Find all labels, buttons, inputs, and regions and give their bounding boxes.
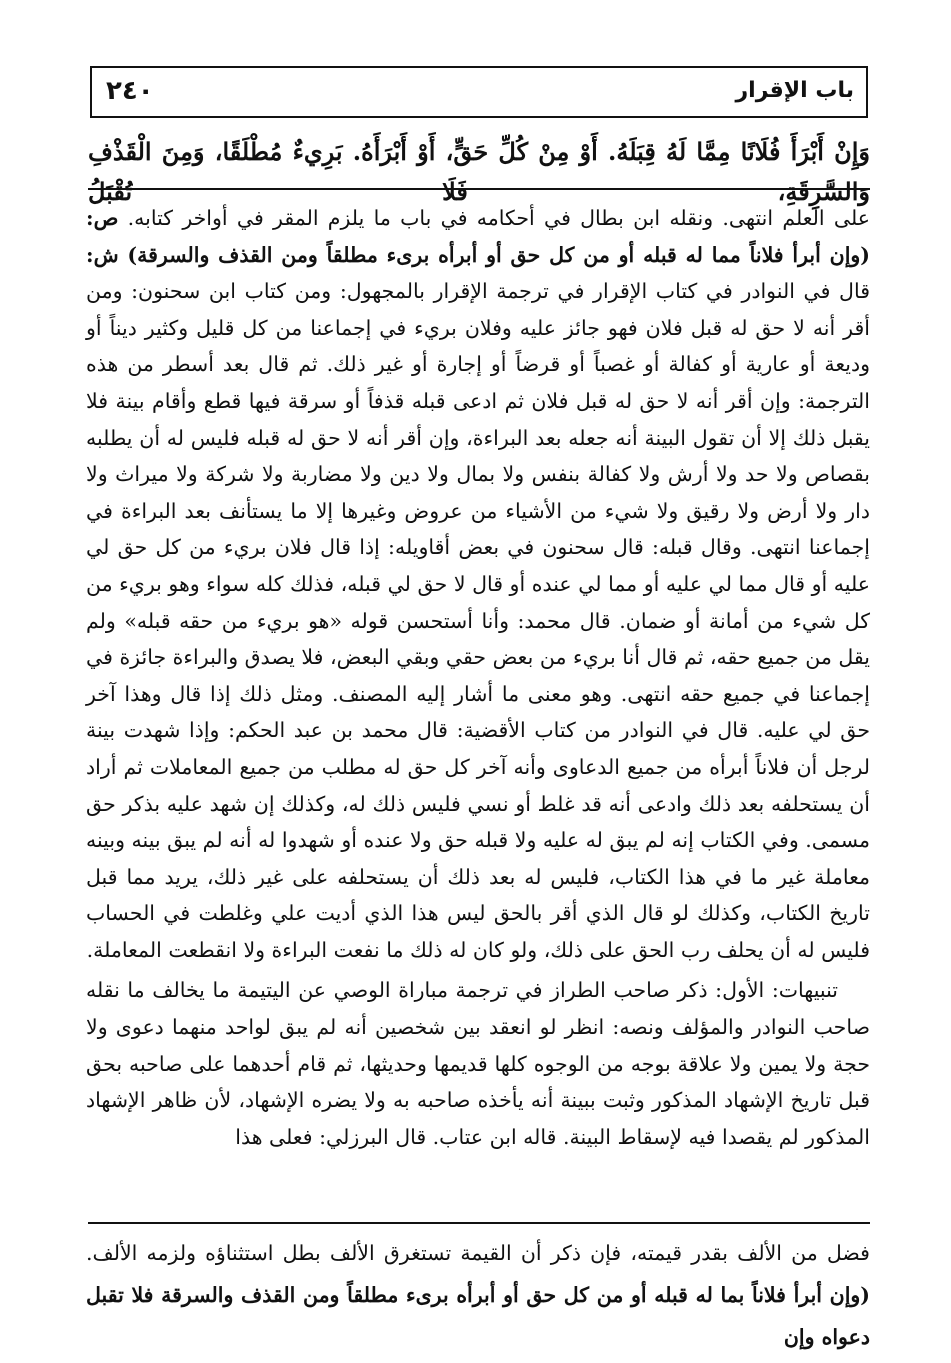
commentary-body xyxy=(86,200,870,1155)
footnote-divider xyxy=(88,1222,870,1224)
commentary-intro: على العلم انتهى. ونقله ابن بطال في أحكامه في باب ما يلزم المقر في أواخر كتابه. xyxy=(118,206,870,230)
chapter-title: باب الإقرار xyxy=(735,78,854,103)
quoted-matn: ص: (وإن أبرأ فلاناً مما له قبله أو من كل حق أو أبرأه برىء مطلقاً ومن القذف والسرقة) ش: xyxy=(86,206,870,267)
running-header xyxy=(90,66,868,118)
commentary-paragraph xyxy=(86,200,870,968)
lower-quoted-matn: (وإن أبرأ فلاناً بما له قبله أو من كل حق أو أبرأه برىء مطلقاً ومن القذف والسرقة فلا تقبل دعواه وإن xyxy=(86,1283,870,1349)
matn-text: وَإِنْ أَبْرَأَ فُلَانًا مِمَّا لَهُ قِبَلَهُ. أَوْ مِنْ كُلِّ حَقٍّ، أَوْ أَبْرَأَهُ. بَرِيءٌ مُطْلَقًا، وَمِنَ الْقَذْفِ وَالسَّرِقَةِ، فَلَا تُقْبَلُ xyxy=(88,137,870,206)
lower-commentary-paragraph xyxy=(86,1232,870,1358)
lower-commentary xyxy=(86,1232,870,1358)
lower-commentary-text: فضل من الألف بقدر قيمته، فإن ذكر أن القيمة تستغرق الألف بطل استثناؤه ولزمه الألف. xyxy=(86,1241,870,1265)
commentary-paragraph: تنبيهات: الأول: ذكر صاحب الطراز في ترجمة مباراة الوصي عن اليتيمة ما يخالف ما نقله صاحب النوادر والمؤلف ونصه: انظر لو انعقد بين شخصين أنه لم يبق لواحد منهما دعوى ولا حجة ولا يمين ولا علاقة بوجه من الوجوه كلها قديمها وحديثها، ثم قام أحدهما على صاحبه بحق قبل تاريخ الإشهاد المذكور وثبت ببينة أنه يأخذه صاحبه به ولا يضره الإشهاد، لأن ظاهر الإشهاد المذكور لم يقصدا فيه لإسقاط البينة. قاله ابن عتاب. قال البرزلي: فعلى هذا xyxy=(86,978,870,1149)
page-number: ٢٤٠ xyxy=(106,76,154,106)
matn-divider xyxy=(88,188,870,190)
commentary-text: قال في النوادر في كتاب الإقرار في ترجمة الإقرار بالمجهول: ومن كتاب ابن سحنون: ومن أقر أنه لا حق له قبل فلان فهو جائز عليه وفلان بريء في إجماعنا من كل قليل وكثير ديناً أو وديعة أو عارية أو كفالة أو غصباً أو قرضاً أو إجارة أو غير ذلك. ثم قال بعد أسطر من هذه الترجمة: وإن أقر أنه لا حق له قبل فلان ثم ادعى قبله قذفاً أو سرقة فيها قطع وأقام بينة فلا يقبل ذلك إلا أن تقول البينة أنه جعله بعد البراءة، وإن أقر أنه لا حق له قبله فليس له أن يطلبه بقصاص ولا حد ولا أرش ولا كفالة بنفس ولا بمال ولا دين ولا مضاربة ولا شركة ولا ميراث ولا دار ولا أرض ولا رقيق ولا شيء من الأشياء من عروض وغيرها إلا ما يستأنف بعد البراءة في إجماعنا انتهى. وقال قبله: قال سحنون في بعض أقاويله: إذا قال فلان بريء من كل حق لي عليه أو قال مما لي عليه أو مما لي عنده أو قال لا حق لي قبله، فذلك كله سواء وهو بريء من كل شيء من أمانة أو ضمان. قال محمد: وأنا أستحسن قوله «هو بريء من حقه قبله» ولم يقل من جميع حقه، ثم قال أنا بريء من بعض حقي وبقي البعض، فلا يصدق والبراءة جائزة في إجماعنا في جميع حقه انتهى. وهو معنى ما أشار إليه المصنف. ومثل ذلك إذا قال وهذا آخر حق لي عليه. قال في النوادر من كتاب الأقضية: قال محمد بن عبد الحكم: وإذا شهدت بينة لرجل أن فلاناً أبرأه من جميع الدعاوى وأنه آخر كل حق له مطلب من جميع المعاملات ثم أراد أن يستحلفه بعد ذلك وادعى أنه قد غلط أو نسي فليس ذلك له، وكذلك إن شهد عليه بذكر حق مسمى. وفي الكتاب إنه لم يبق له عليه ولا قبله حق ولا عنده أو شهدوا له أنه لم يبق بينه وبينه معاملة غير ما في هذا الكتاب، فليس له بعد ذلك أن يستحلفه على غير ذلك، يريد مما قبل تاريخ الكتاب، وكذلك لو قال الذي أقر بالحق ليس هذا الذي أديت علي وغلطت في الحساب فليس له أن يحلف رب الحق على ذلك، ولو كان له ذلك ما نفعت البراءة ولا انقطعت المعاملة. xyxy=(86,279,870,962)
